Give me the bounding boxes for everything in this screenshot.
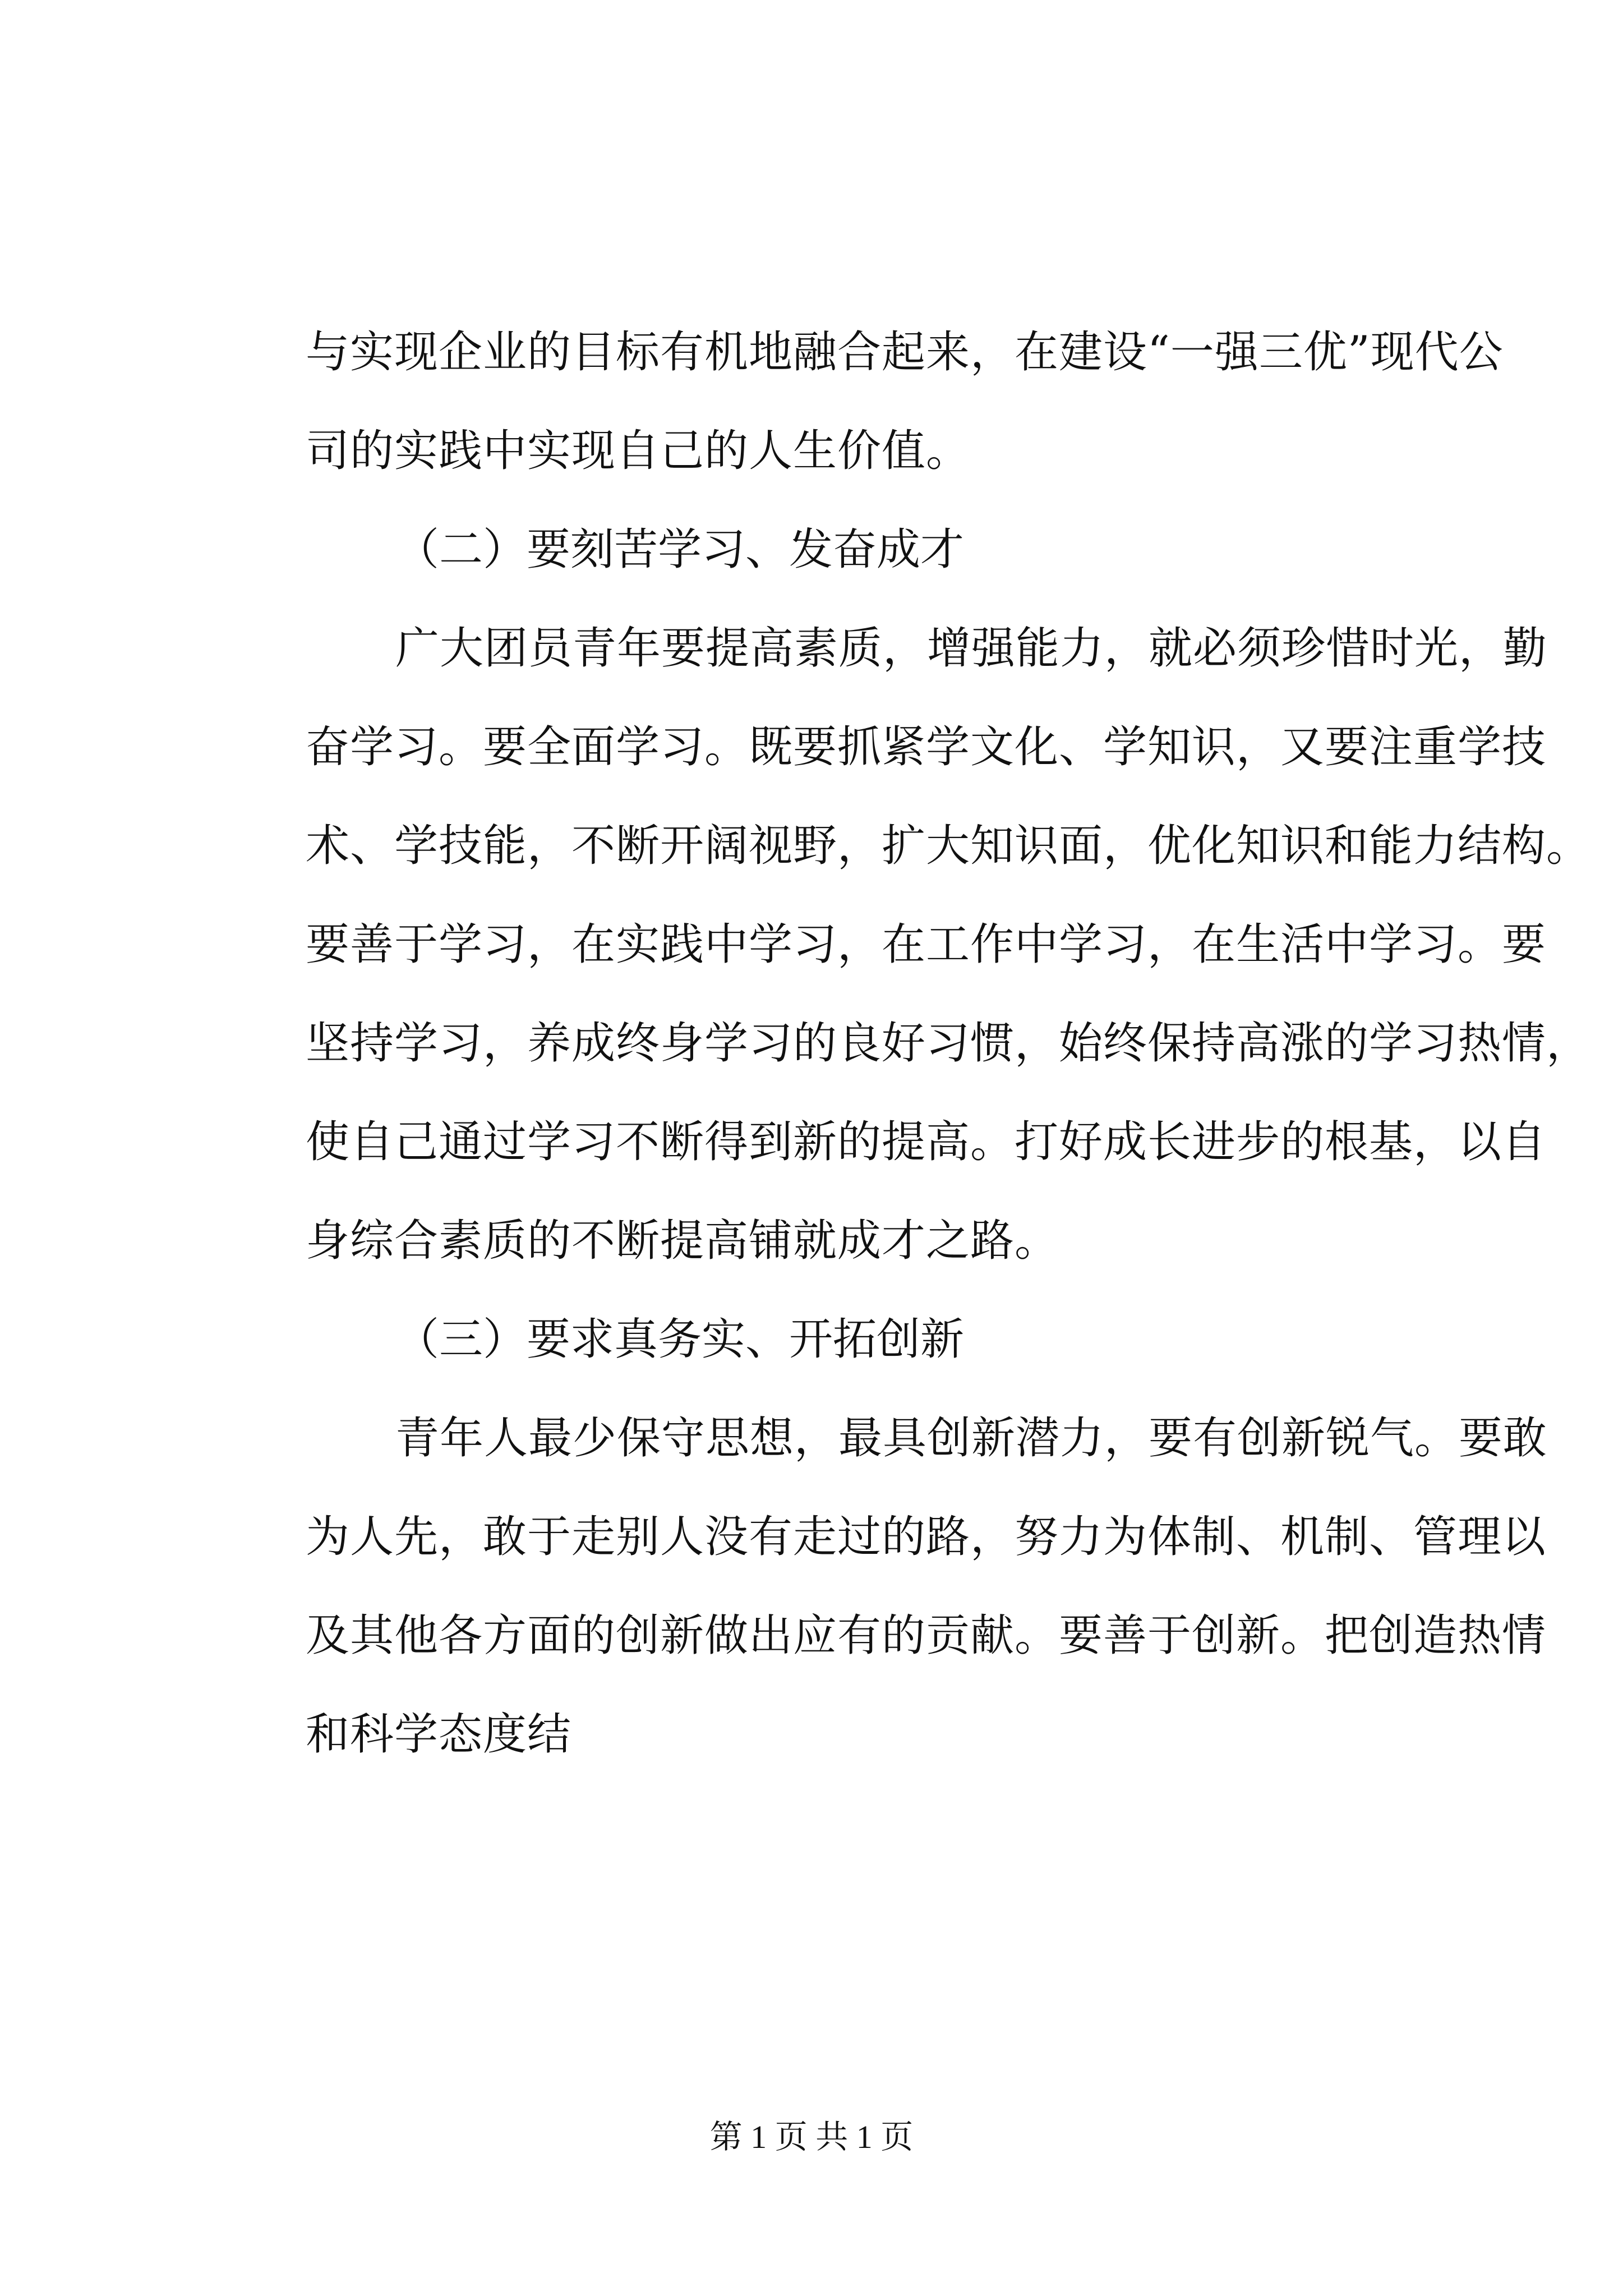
body-text [306,303,1591,1784]
section-heading-3: （三）要求真务实、开拓创新 [395,1314,965,1365]
paragraph-2-line-6: 使自己通过学习不断得到新的提高。打好成长进步的根基，以自 [306,1117,1547,1167]
paragraph-1-line-1: 与实现企业的目标有机地融合起来，在建设“一强三优”现代公 [306,327,1504,378]
paragraph-2-line-7: 身综合素质的不断提高铺就成才之路。 [306,1216,1059,1266]
page-footer: 第 1 页 共 1 页 [709,2119,914,2155]
paragraph-2-line-3: 术、学技能，不断开阔视野，扩大知识面，优化知识和能力结构。 [306,821,1591,871]
paragraph-3-line-4: 和科学态度结 [306,1709,572,1760]
paragraph-2-line-5: 坚持学习，养成终身学习的良好习惯，始终保持高涨的学习热情， [306,1018,1591,1069]
paragraph-3-line-1: 青年人最少保守思想，最具创新潜力，要有创新锐气。要敢 [395,1413,1548,1464]
paragraph-3-line-3: 及其他各方面的创新做出应有的贡献。要善于创新。把创造热情 [306,1611,1547,1661]
section-heading-2: （二）要刻苦学习、发奋成才 [395,524,965,575]
paragraph-2-line-1: 广大团员青年要提高素质，增强能力，就必须珍惜时光，勤 [395,623,1548,674]
paragraph-1-line-2: 司的实践中实现自己的人生价值。 [306,426,971,476]
paragraph-2-line-4: 要善于学习，在实践中学习，在工作中学习，在生活中学习。要 [306,919,1547,970]
paragraph-3-line-2: 为人先，敢于走别人没有走过的路，努力为体制、机制、管理以 [306,1512,1547,1562]
paragraph-2-line-2: 奋学习。要全面学习。既要抓紧学文化、学知识，又要注重学技 [306,722,1547,772]
